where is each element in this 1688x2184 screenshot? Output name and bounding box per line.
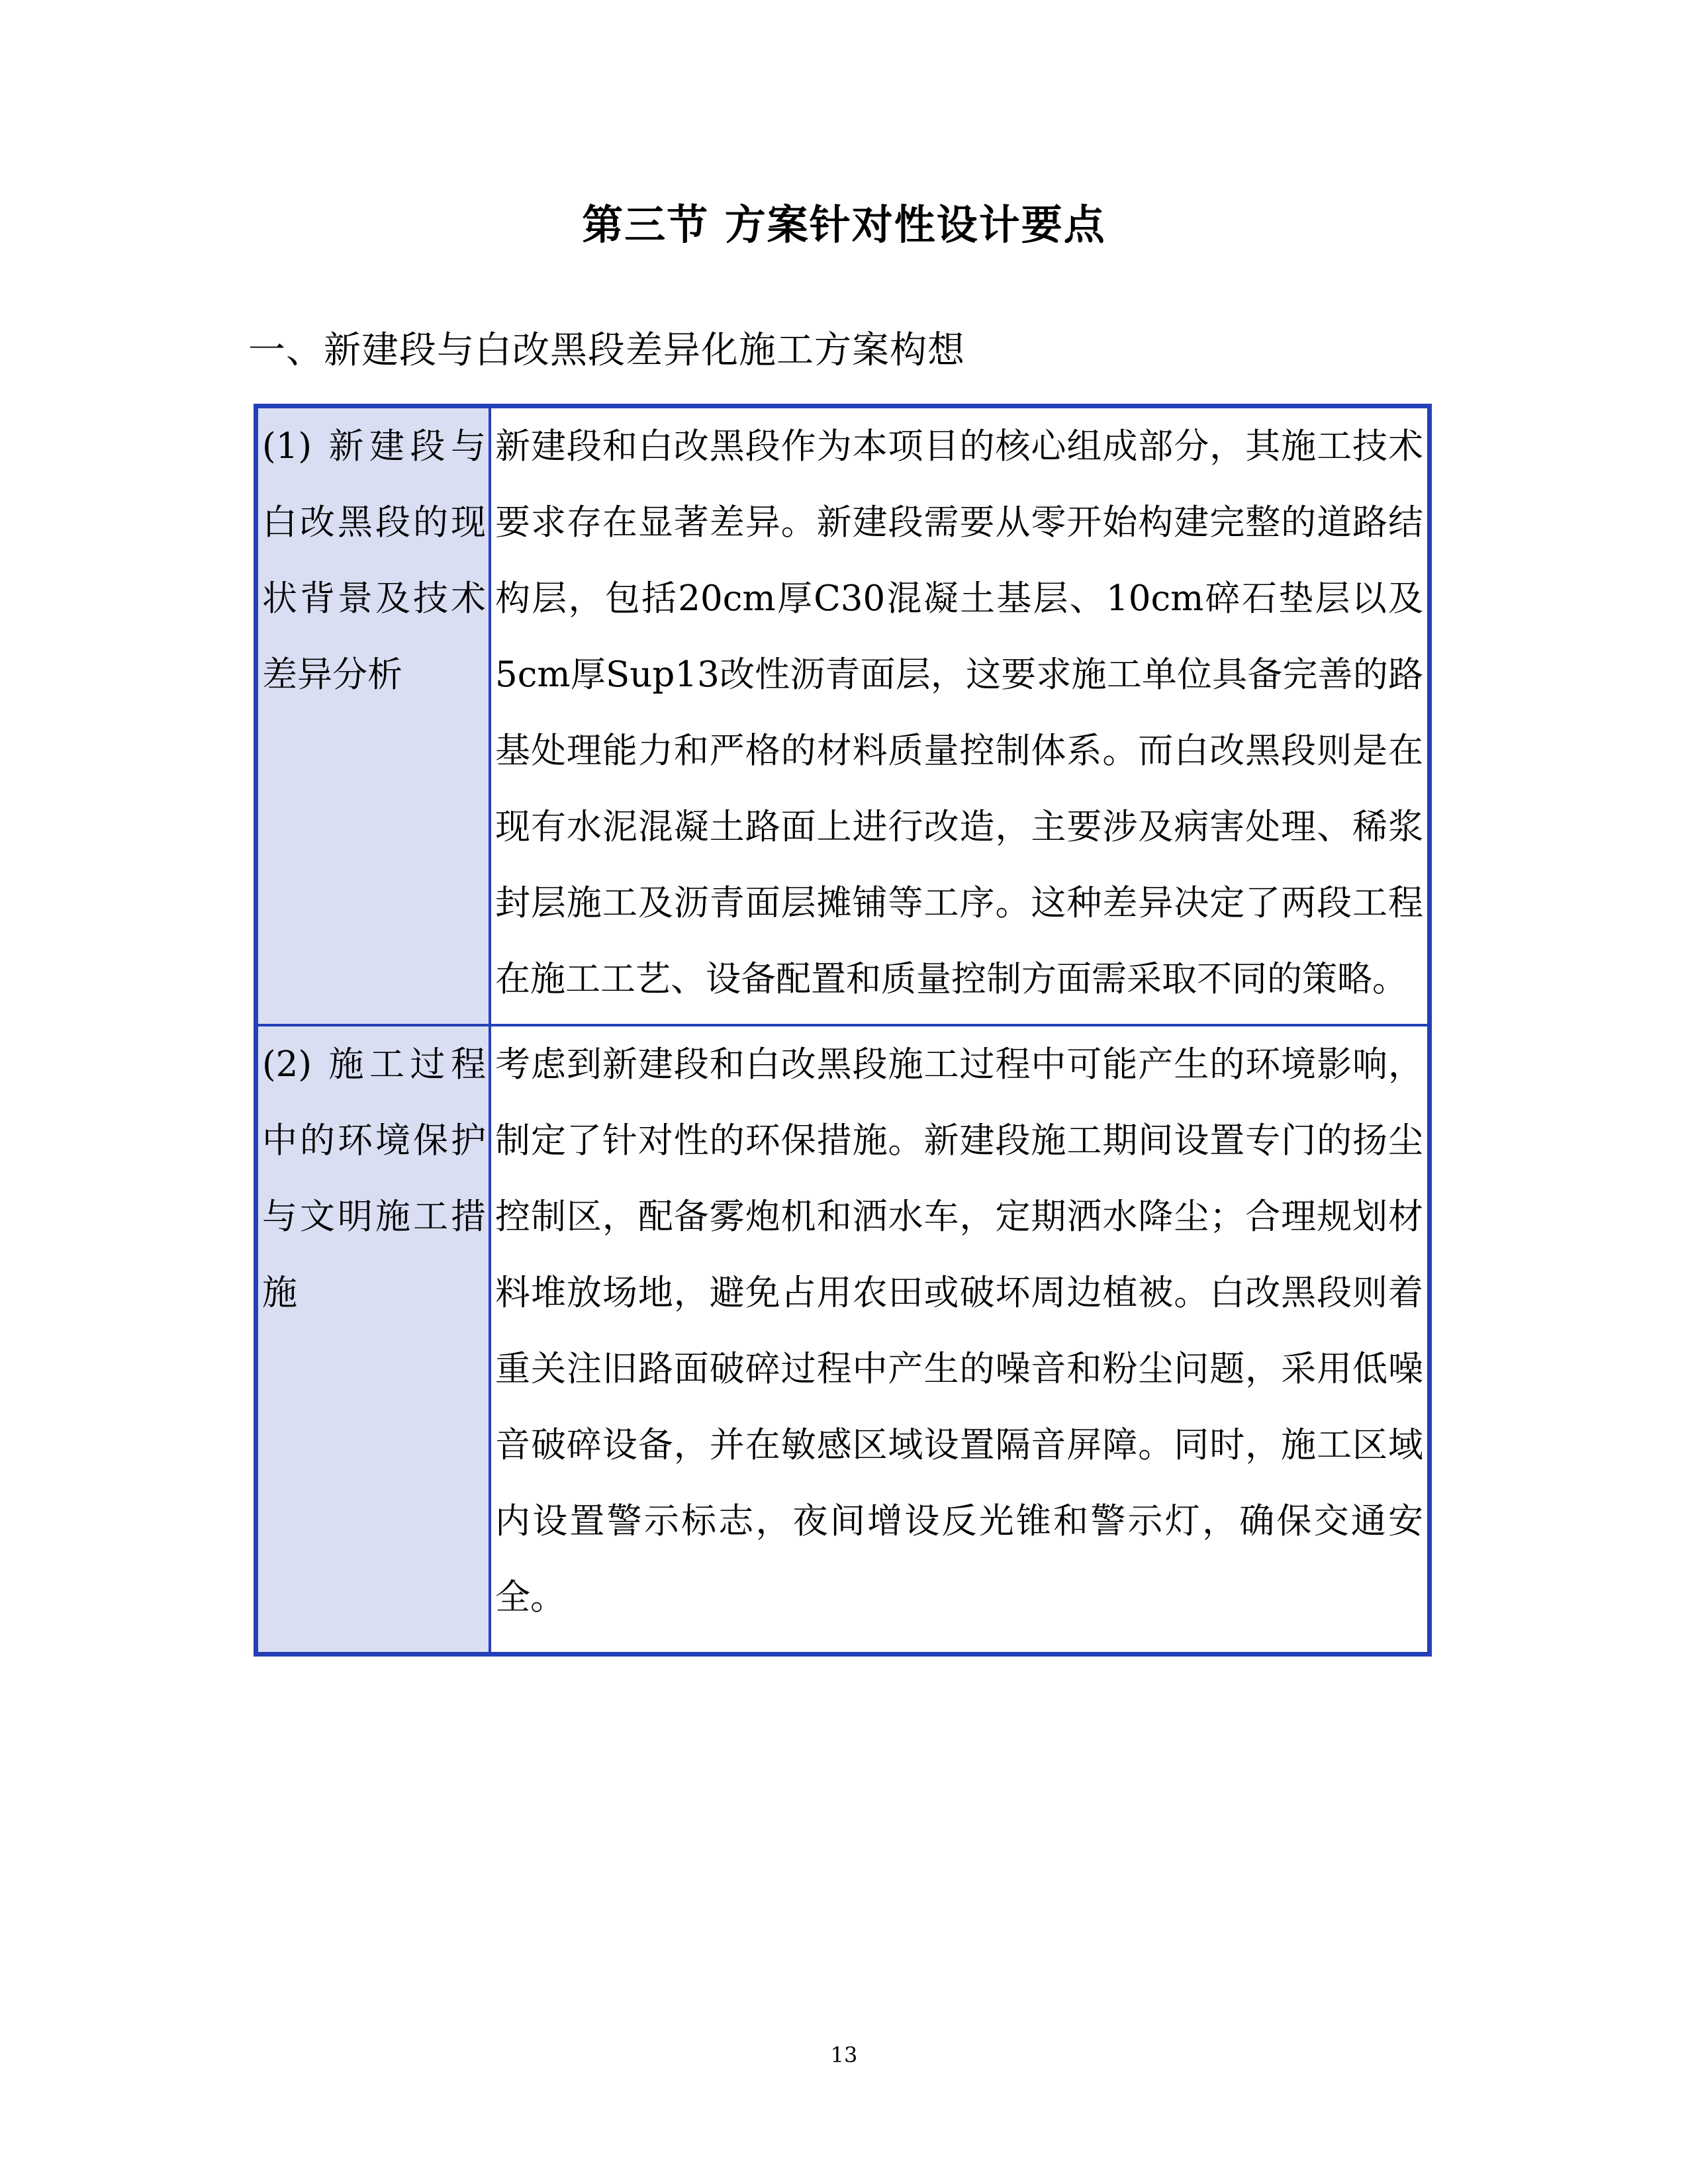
row-content-cell <box>490 1025 1430 1655</box>
page-title: 第三节 方案针对性设计要点 <box>582 201 1106 249</box>
row-content: 新建段和白改黑段作为本项目的核心组成部分，其施工技术要求存在显著差异。新建段需要从零开始构建完整的道路结构层，包括20cm厚C30混凝土基层、10cm碎石垫层以及5cm厚Sup13改性沥青面层，这要求施工单位具备完善的路基处理能力和严格的材料质量控制体系。而白改黑段则是在现有水泥混凝土路面上进行改造，主要涉及病害处理、稀浆封层施工及沥青面层摊铺等工序。这种差异决定了两段工程在施工工艺、设备配置和质量控制方面需采取不同的策略。 <box>495 426 1423 999</box>
row-content: 考虑到新建段和白改黑段施工过程中可能产生的环境影响，制定了针对性的环保措施。新建段施工期间设置专门的扬尘控制区，配备雾炮机和洒水车，定期洒水降尘；合理规划材料堆放场地，避免占用农田或破坏周边植被。白改黑段则着重关注旧路面破碎过程中产生的噪音和粉尘问题，采用低噪音破碎设备，并在敏感区域设置隔音屏障。同时，施工区域内设置警示标志，夜间增设反光锥和警示灯，确保交通安全。 <box>495 1044 1423 1617</box>
row-label-cell <box>256 1025 491 1655</box>
row-content-cell <box>490 406 1430 1026</box>
row-label: (2) 施工过程中的环境保护与文明施工措施 <box>262 1044 486 1313</box>
section-heading: 一、新建段与白改黑段差异化施工方案构想 <box>248 329 965 372</box>
row-label: (1) 新建段与白改黑段的现状背景及技术差异分析 <box>262 426 486 695</box>
table-row <box>256 1025 1430 1655</box>
content-table <box>254 404 1432 1657</box>
row-label-cell <box>256 406 491 1026</box>
table-row <box>256 406 1430 1026</box>
page-number: 13 <box>830 2042 858 2068</box>
